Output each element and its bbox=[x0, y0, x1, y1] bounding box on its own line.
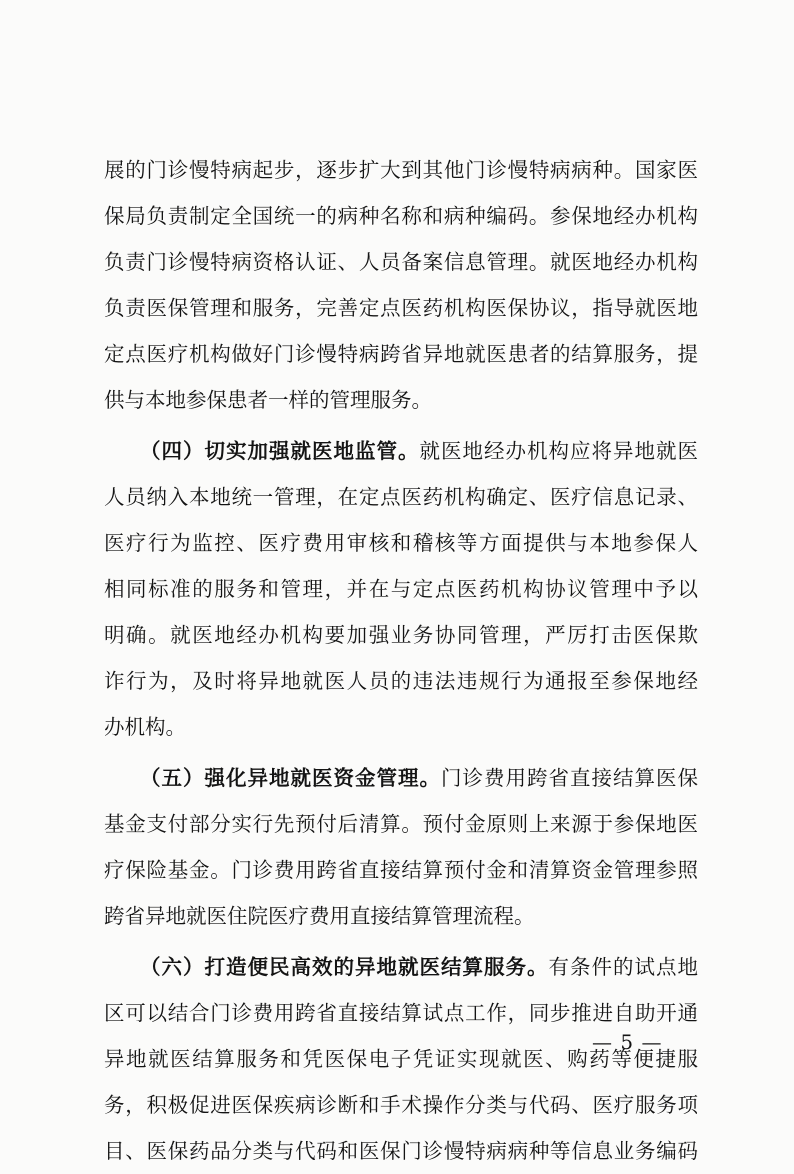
text-line: 务，积极促进医保疾病诊断和手术操作分类与代码、医疗服务项 bbox=[104, 1093, 698, 1117]
text-line bbox=[104, 428, 698, 474]
text-line: 展的门诊慢特病起步，逐步扩大到其他门诊慢特病病种。国家医 bbox=[104, 158, 698, 182]
page-number: — 5 — bbox=[592, 1030, 663, 1054]
section-heading: （四）切实加强就医地监管。 bbox=[140, 439, 420, 463]
paragraph-fund-management bbox=[104, 755, 698, 939]
section-heading: （五）强化异地就医资金管理。 bbox=[140, 766, 441, 790]
text-line bbox=[104, 755, 698, 801]
text-line: 人员纳入本地统一管理，在定点医药机构确定、医疗信息记录、 bbox=[104, 485, 698, 509]
text-line: 明确。就医地经办机构要加强业务协同管理，严厉打击医保欺 bbox=[104, 623, 698, 647]
text-run: 有条件的试点地 bbox=[548, 955, 698, 979]
text-line: 保局负责制定全国统一的病种名称和病种编码。参保地经办机构 bbox=[104, 204, 698, 228]
text-line: 疗保险基金。门诊费用跨省直接结算预付金和清算资金管理参照 bbox=[104, 858, 698, 882]
text-line: 供与本地参保患者一样的管理服务。 bbox=[104, 388, 432, 412]
text-line: 负责门诊慢特病资格认证、人员备案信息管理。就医地经办机构 bbox=[104, 250, 698, 274]
section-heading: （六）打造便民高效的异地就医结算服务。 bbox=[140, 955, 549, 979]
text-line: 目、医保药品分类与代码和医保门诊慢特病病种等信息业务编码 bbox=[104, 1139, 698, 1163]
paragraph-settlement-service bbox=[104, 944, 698, 1174]
text-line: 区可以结合门诊费用跨省直接结算试点工作，同步推进自助开通 bbox=[104, 1001, 698, 1025]
text-line: 跨省异地就医住院医疗费用直接结算管理流程。 bbox=[104, 904, 535, 928]
paragraph-outpatient-chronic-disease bbox=[104, 147, 698, 423]
text-line: 基金支付部分实行先预付后清算。预付金原则上来源于参保地医 bbox=[104, 812, 698, 836]
text-line: 办机构。 bbox=[104, 715, 186, 739]
text-line: 相同标准的服务和管理，并在与定点医药机构协议管理中予以 bbox=[104, 577, 698, 601]
text-line: 医疗行为监控、医疗费用审核和稽核等方面提供与本地参保人 bbox=[104, 531, 698, 555]
text-run: 门诊费用跨省直接结算医保 bbox=[441, 766, 698, 790]
text-line: 诈行为，及时将异地就医人员的违法违规行为通报至参保地经 bbox=[104, 669, 698, 693]
text-line bbox=[104, 944, 698, 990]
paragraph-supervision bbox=[104, 428, 698, 750]
body-text bbox=[104, 147, 698, 1174]
text-line: 异地就医结算服务和凭医保电子凭证实现就医、购药等便捷服 bbox=[104, 1047, 698, 1071]
text-line: 定点医疗机构做好门诊慢特病跨省异地就医患者的结算服务，提 bbox=[104, 342, 698, 366]
text-line: 负责医保管理和服务，完善定点医药机构医保协议，指导就医地 bbox=[104, 296, 698, 320]
text-run: 就医地经办机构应将异地就医 bbox=[419, 439, 698, 463]
